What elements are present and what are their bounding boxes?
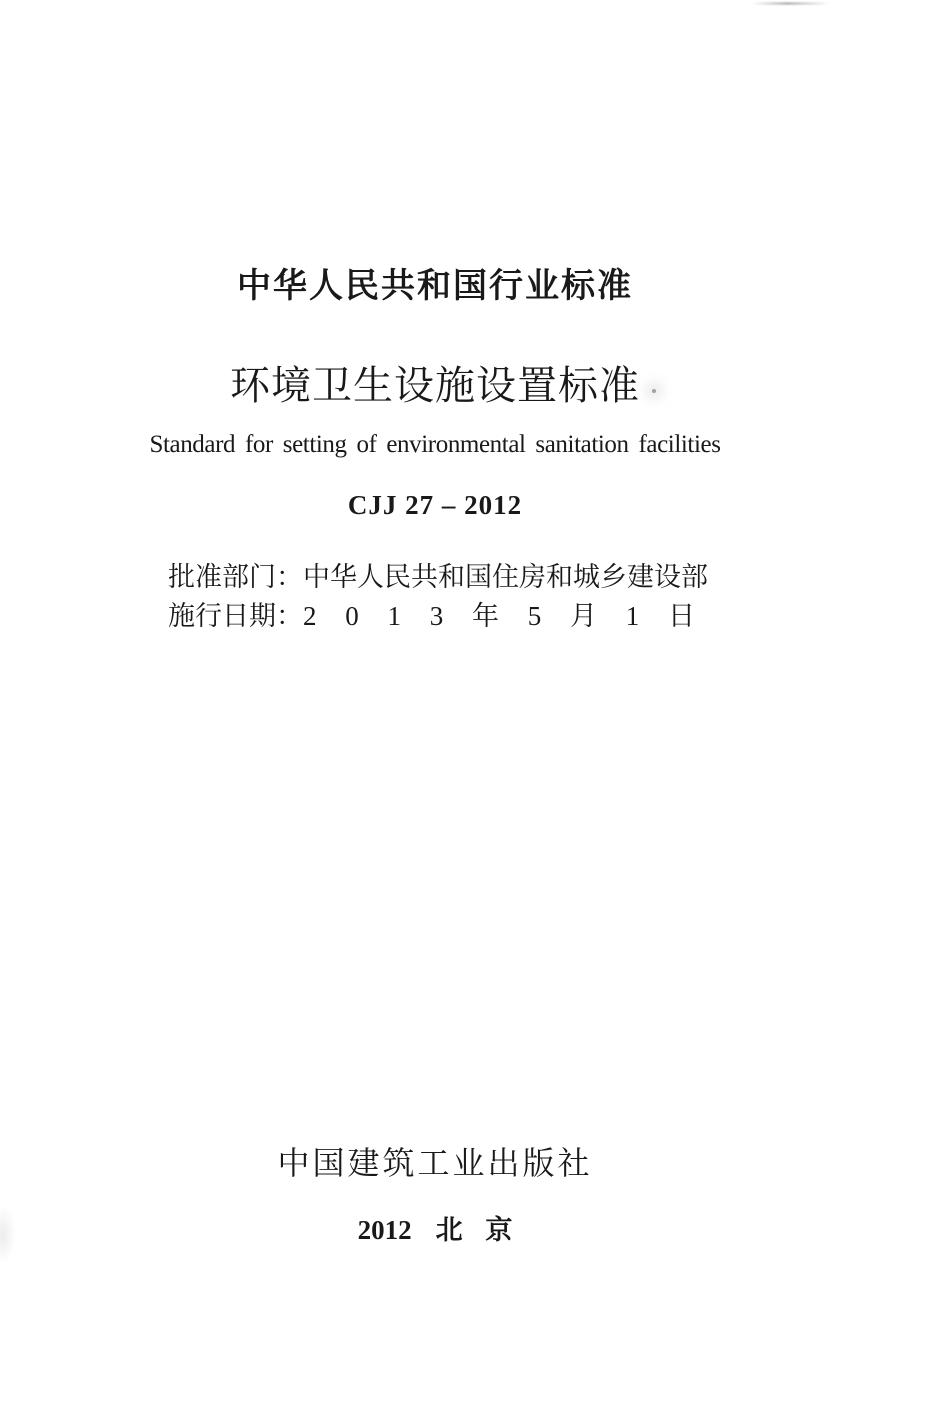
approval-department-row xyxy=(168,558,708,597)
approval-department-label: 批准部门： xyxy=(168,562,303,592)
standard-series-heading: 中华人民共和国行业标准 xyxy=(237,267,633,305)
imprint-city: 北 京 xyxy=(435,1215,513,1245)
effective-date-row xyxy=(168,597,708,636)
effective-date-label: 施行日期： xyxy=(168,601,303,631)
scan-artifact-top-streak xyxy=(752,2,830,5)
document-title-zh: 环境卫生设施设置标准 xyxy=(230,363,640,408)
document-title-en: Standard for setting of environmental sanitation facilities xyxy=(149,431,721,458)
publisher-name: 中国建筑工业出版社 xyxy=(277,1145,593,1181)
imprint-line xyxy=(0,1208,870,1247)
effective-date-value: 2 0 1 3 年 5 月 1 日 xyxy=(303,601,695,631)
imprint-year: 2012 xyxy=(357,1215,412,1245)
details-block xyxy=(168,558,708,636)
standard-code: CJJ 27 – 2012 xyxy=(347,490,523,520)
approval-department-value: 中华人民共和国住房和城乡建设部 xyxy=(303,562,708,592)
